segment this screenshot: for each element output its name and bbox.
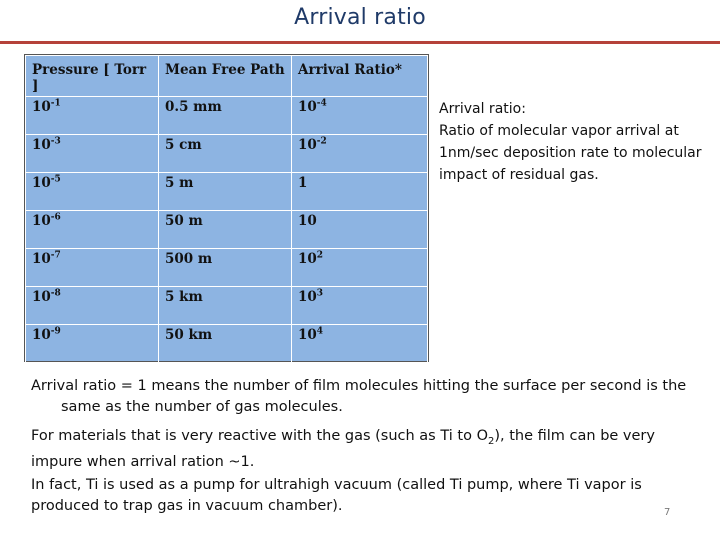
cell-pressure: $10^{-3}$ xyxy=(26,135,159,173)
oxygen-subscript: 2 xyxy=(487,435,495,447)
definition-heading: Arrival ratio: xyxy=(439,101,526,117)
arrival-ratio-definition xyxy=(439,98,711,186)
cell-mean-free-path: 50 km xyxy=(159,325,292,363)
page-number: 7 xyxy=(664,507,671,518)
header-mean-free-path: Mean Free Path xyxy=(159,56,292,97)
data-table xyxy=(25,55,428,363)
paragraph-text: Arrival ratio = 1 means the number of film molecules hitting the surface per second is the same as the number of gas molecules. xyxy=(31,378,687,415)
cell-pressure: $10^{-7}$ xyxy=(26,249,159,287)
table-row xyxy=(26,135,428,173)
cell-pressure: $10^{-1}$ xyxy=(26,97,159,135)
cell-arrival-ratio: $10^{-4}$ xyxy=(292,97,428,135)
table-row xyxy=(26,249,428,287)
table-row xyxy=(26,211,428,249)
table-row xyxy=(26,287,428,325)
cell-pressure: $10^{-6}$ xyxy=(26,211,159,249)
cell-arrival-ratio: $10^3$ xyxy=(292,287,428,325)
paragraph-text-before: For materials that is very reactive with the gas (such as Ti to O xyxy=(31,428,488,444)
cell-arrival-ratio: $10^{-2}$ xyxy=(292,135,428,173)
paragraph-arrival-ratio-one xyxy=(31,376,720,418)
cell-mean-free-path: 50 m xyxy=(159,211,292,249)
table-row xyxy=(26,173,428,211)
cell-arrival-ratio: $10^2$ xyxy=(292,249,428,287)
cell-mean-free-path: 5 km xyxy=(159,287,292,325)
cell-mean-free-path: 5 cm xyxy=(159,135,292,173)
table-row xyxy=(26,325,428,363)
paragraph-ti-pump: In fact, Ti is used as a pump for ultrahigh vacuum (called Ti pump, where Ti vapor is produced to trap gas in vacuum chamber). xyxy=(31,477,642,514)
cell-pressure: $10^{-5}$ xyxy=(26,173,159,211)
cell-mean-free-path: 5 m xyxy=(159,173,292,211)
cell-pressure: $10^{-9}$ xyxy=(26,325,159,363)
header-arrival-ratio: Arrival Ratio* xyxy=(292,56,428,97)
cell-pressure: $10^{-8}$ xyxy=(26,287,159,325)
table-row xyxy=(26,97,428,135)
slide-title: Arrival ratio xyxy=(294,5,426,30)
cell-arrival-ratio: $10^4$ xyxy=(292,325,428,363)
paragraph-text-after: ), the film can be very impure when arrival ration ~1. xyxy=(31,428,655,470)
table-header-row xyxy=(26,56,428,97)
cell-mean-free-path: 0.5 mm xyxy=(159,97,292,135)
arrival-ratio-table xyxy=(24,54,429,362)
cell-mean-free-path: 500 m xyxy=(159,249,292,287)
cell-arrival-ratio: 10 xyxy=(292,211,428,249)
title-divider xyxy=(0,41,720,44)
cell-arrival-ratio: 1 xyxy=(292,173,428,211)
definition-body: Ratio of molecular vapor arrival at 1nm/sec deposition rate to molecular impact of residual gas. xyxy=(439,123,702,183)
header-pressure: Pressure [ Torr ] xyxy=(26,56,159,97)
paragraph-reactive-materials xyxy=(31,426,691,473)
